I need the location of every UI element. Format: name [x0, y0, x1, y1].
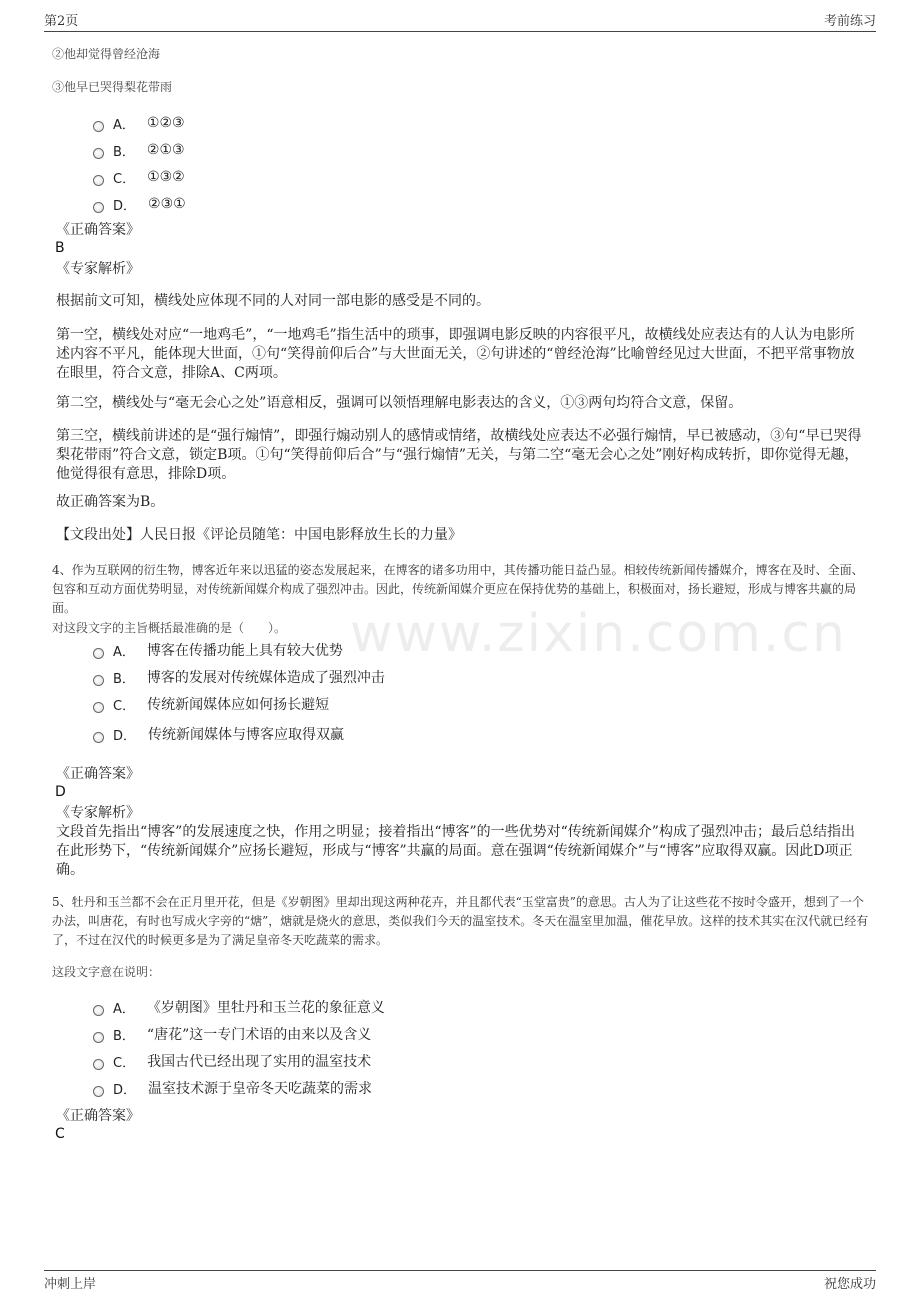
- radio-icon[interactable]: [93, 202, 104, 213]
- q4-question: 对这段文字的主旨概括最准确的是（ ）。: [52, 621, 287, 635]
- q4-analysis-title: 《专家解析》: [56, 805, 140, 821]
- option-label: D．: [113, 1082, 137, 1098]
- q4-stem: 4、作为互联网的衍生物，博客近年来以迅猛的姿态发展起来，在博客的诸多功用中，其传播功能日益凸显。相较传统新闻传播媒介，博客在及时、全面、包容和互动方面优势明显，对传统新闻媒介构成了强烈冲击。因此，传统新闻媒介更应在保持优势的基础上，积极面对，扬长避短，形成与博客共赢的局面。: [52, 563, 864, 615]
- radio-icon[interactable]: [93, 702, 104, 713]
- option-label: D．: [113, 728, 137, 744]
- radio-icon[interactable]: [93, 648, 104, 659]
- q3-analysis-p3: 第二空，横线处与“毫无会心之处”语意相反，强调可以领悟理解电影表达的含义，①③两句均符合文意，保留。: [56, 395, 743, 411]
- option-text: ②③①: [148, 196, 186, 212]
- q5-option-d[interactable]: [93, 1078, 372, 1098]
- radio-icon[interactable]: [93, 675, 104, 686]
- radio-icon[interactable]: [93, 1059, 104, 1070]
- option-label: D．: [113, 198, 137, 214]
- radio-icon[interactable]: [93, 175, 104, 186]
- page-number: 第2页: [44, 14, 79, 29]
- q3-option-c[interactable]: [93, 167, 185, 187]
- option-text: 传统新闻媒体应如何扬长避短: [147, 697, 330, 713]
- footer-divider: [44, 1270, 876, 1271]
- radio-icon[interactable]: [93, 1005, 104, 1016]
- q3-item-3: ③他早已哭得梨花带雨: [52, 80, 173, 94]
- option-label: C．: [113, 171, 136, 187]
- radio-icon[interactable]: [93, 732, 104, 743]
- option-text: 传统新闻媒体与博客应取得双赢: [148, 727, 345, 743]
- q5-answer: C: [55, 1126, 65, 1142]
- q3-source: 【文段出处】人民日报《评论员随笔：中国电影释放生长的力量》: [56, 527, 462, 543]
- q3-analysis-title: 《专家解析》: [56, 261, 140, 277]
- q5-stem: 5、牡丹和玉兰都不会在正月里开花，但是《岁朝图》里却出现这两种花卉，并且都代表“玉堂富贵”的意思。古人为了让这些花不按时令盛开，想到了一个办法，叫唐花，有时也写成火字旁的“煻”，煻就是烧火的意思，类似我们今天的温室技术。冬天在温室里加温，催花早放。这样的技术其实在汉代就已经有了，不过在汉代的时候更多是为了满足皇帝冬天吃蔬菜的需求。: [52, 895, 869, 947]
- option-label: C．: [113, 1055, 136, 1071]
- q3-option-a[interactable]: [93, 113, 185, 133]
- q4-option-b[interactable]: [93, 667, 385, 687]
- option-label: C．: [113, 698, 136, 714]
- option-text: ②①③: [146, 142, 185, 158]
- option-label: B．: [113, 1028, 135, 1044]
- option-label: A．: [113, 117, 135, 133]
- radio-icon[interactable]: [93, 121, 104, 132]
- q3-answer: B: [55, 240, 65, 256]
- option-text: ①③②: [147, 169, 185, 185]
- footer-right: 祝您成功: [823, 1277, 876, 1292]
- q4-answer: D: [55, 784, 66, 800]
- q3-analysis-p1: 根据前文可知，横线处应体现不同的人对同一部电影的感受是不同的。: [56, 293, 490, 309]
- q4-option-a[interactable]: [93, 640, 343, 660]
- option-text: 我国古代已经出现了实用的温室技术: [147, 1054, 372, 1070]
- q3-analysis-p4: 第三空，横线前讲述的是“强行煽情”，即强行煽动别人的感情或情绪，故横线处应表达不必强行煽情，早已被感动，③句“早已哭得梨花带雨”符合文意，锁定B项。①句“笑得前仰后合”与“强行煽情”无关，与第二空“毫无会心之处”刚好构成转折，即你觉得无趣，他觉得很有意思，排除D项。: [56, 428, 862, 482]
- radio-icon[interactable]: [93, 148, 104, 159]
- header-divider: [44, 31, 876, 32]
- option-text: 博客的发展对传统媒体造成了强烈冲击: [146, 670, 385, 686]
- section-title: 考前练习: [823, 14, 876, 29]
- radio-icon[interactable]: [93, 1032, 104, 1043]
- q5-option-b[interactable]: [93, 1024, 371, 1044]
- option-text: 博客在传播功能上具有较大优势: [146, 643, 343, 659]
- q5-answer-title: 《正确答案》: [56, 1108, 140, 1124]
- option-label: A．: [113, 1001, 135, 1017]
- q3-item-2: ②他却觉得曾经沧海: [52, 47, 161, 61]
- q5-option-c[interactable]: [93, 1051, 371, 1071]
- radio-icon[interactable]: [93, 1086, 104, 1097]
- option-text: “唐花”这一专门术语的由来以及含义: [146, 1027, 372, 1043]
- q3-answer-title: 《正确答案》: [56, 222, 140, 238]
- option-label: B．: [113, 144, 135, 160]
- q3-option-d[interactable]: [93, 194, 186, 214]
- q4-analysis: 文段首先指出“博客”的发展速度之快，作用之明显；接着指出“博客”的一些优势对“传统新闻媒介”构成了强烈冲击；最后总结指出在此形势下，“传统新闻媒介”应扬长避短，形成与“博客”共赢的局面。意在强调“传统新闻媒介”与“博客”应取得双赢。因此D项正确。: [56, 824, 855, 878]
- q3-analysis-p2: 第一空，横线处对应“一地鸡毛”，“一地鸡毛”指生活中的琐事，即强调电影反映的内容很平凡，故横线处应表达有的人认为电影所述内容不平凡，能体现大世面，①句“笑得前仰后合”与大世面无关，②句讲述的“曾经沧海”比喻曾经见过大世面，不把平常事物放在眼里，符合文意，排除A、C两项。: [56, 327, 855, 381]
- watermark: www.zixin.com.cn: [350, 604, 847, 664]
- footer-left: 冲刺上岸: [44, 1277, 97, 1292]
- q3-option-b[interactable]: [93, 140, 185, 160]
- option-label: B．: [113, 671, 135, 687]
- q3-analysis-p5: 故正确答案为B。: [56, 494, 165, 510]
- option-text: 温室技术源于皇帝冬天吃蔬菜的需求: [148, 1081, 373, 1097]
- option-text: 《岁朝图》里牡丹和玉兰花的象征意义: [146, 1000, 385, 1016]
- option-text: ①②③: [146, 115, 185, 131]
- q4-option-c[interactable]: [93, 694, 329, 714]
- q5-question: 这段文字意在说明：: [52, 965, 161, 979]
- option-label: A．: [113, 644, 135, 660]
- q5-option-a[interactable]: [93, 997, 385, 1017]
- q4-answer-title: 《正确答案》: [56, 766, 140, 782]
- q4-option-d[interactable]: [93, 724, 344, 744]
